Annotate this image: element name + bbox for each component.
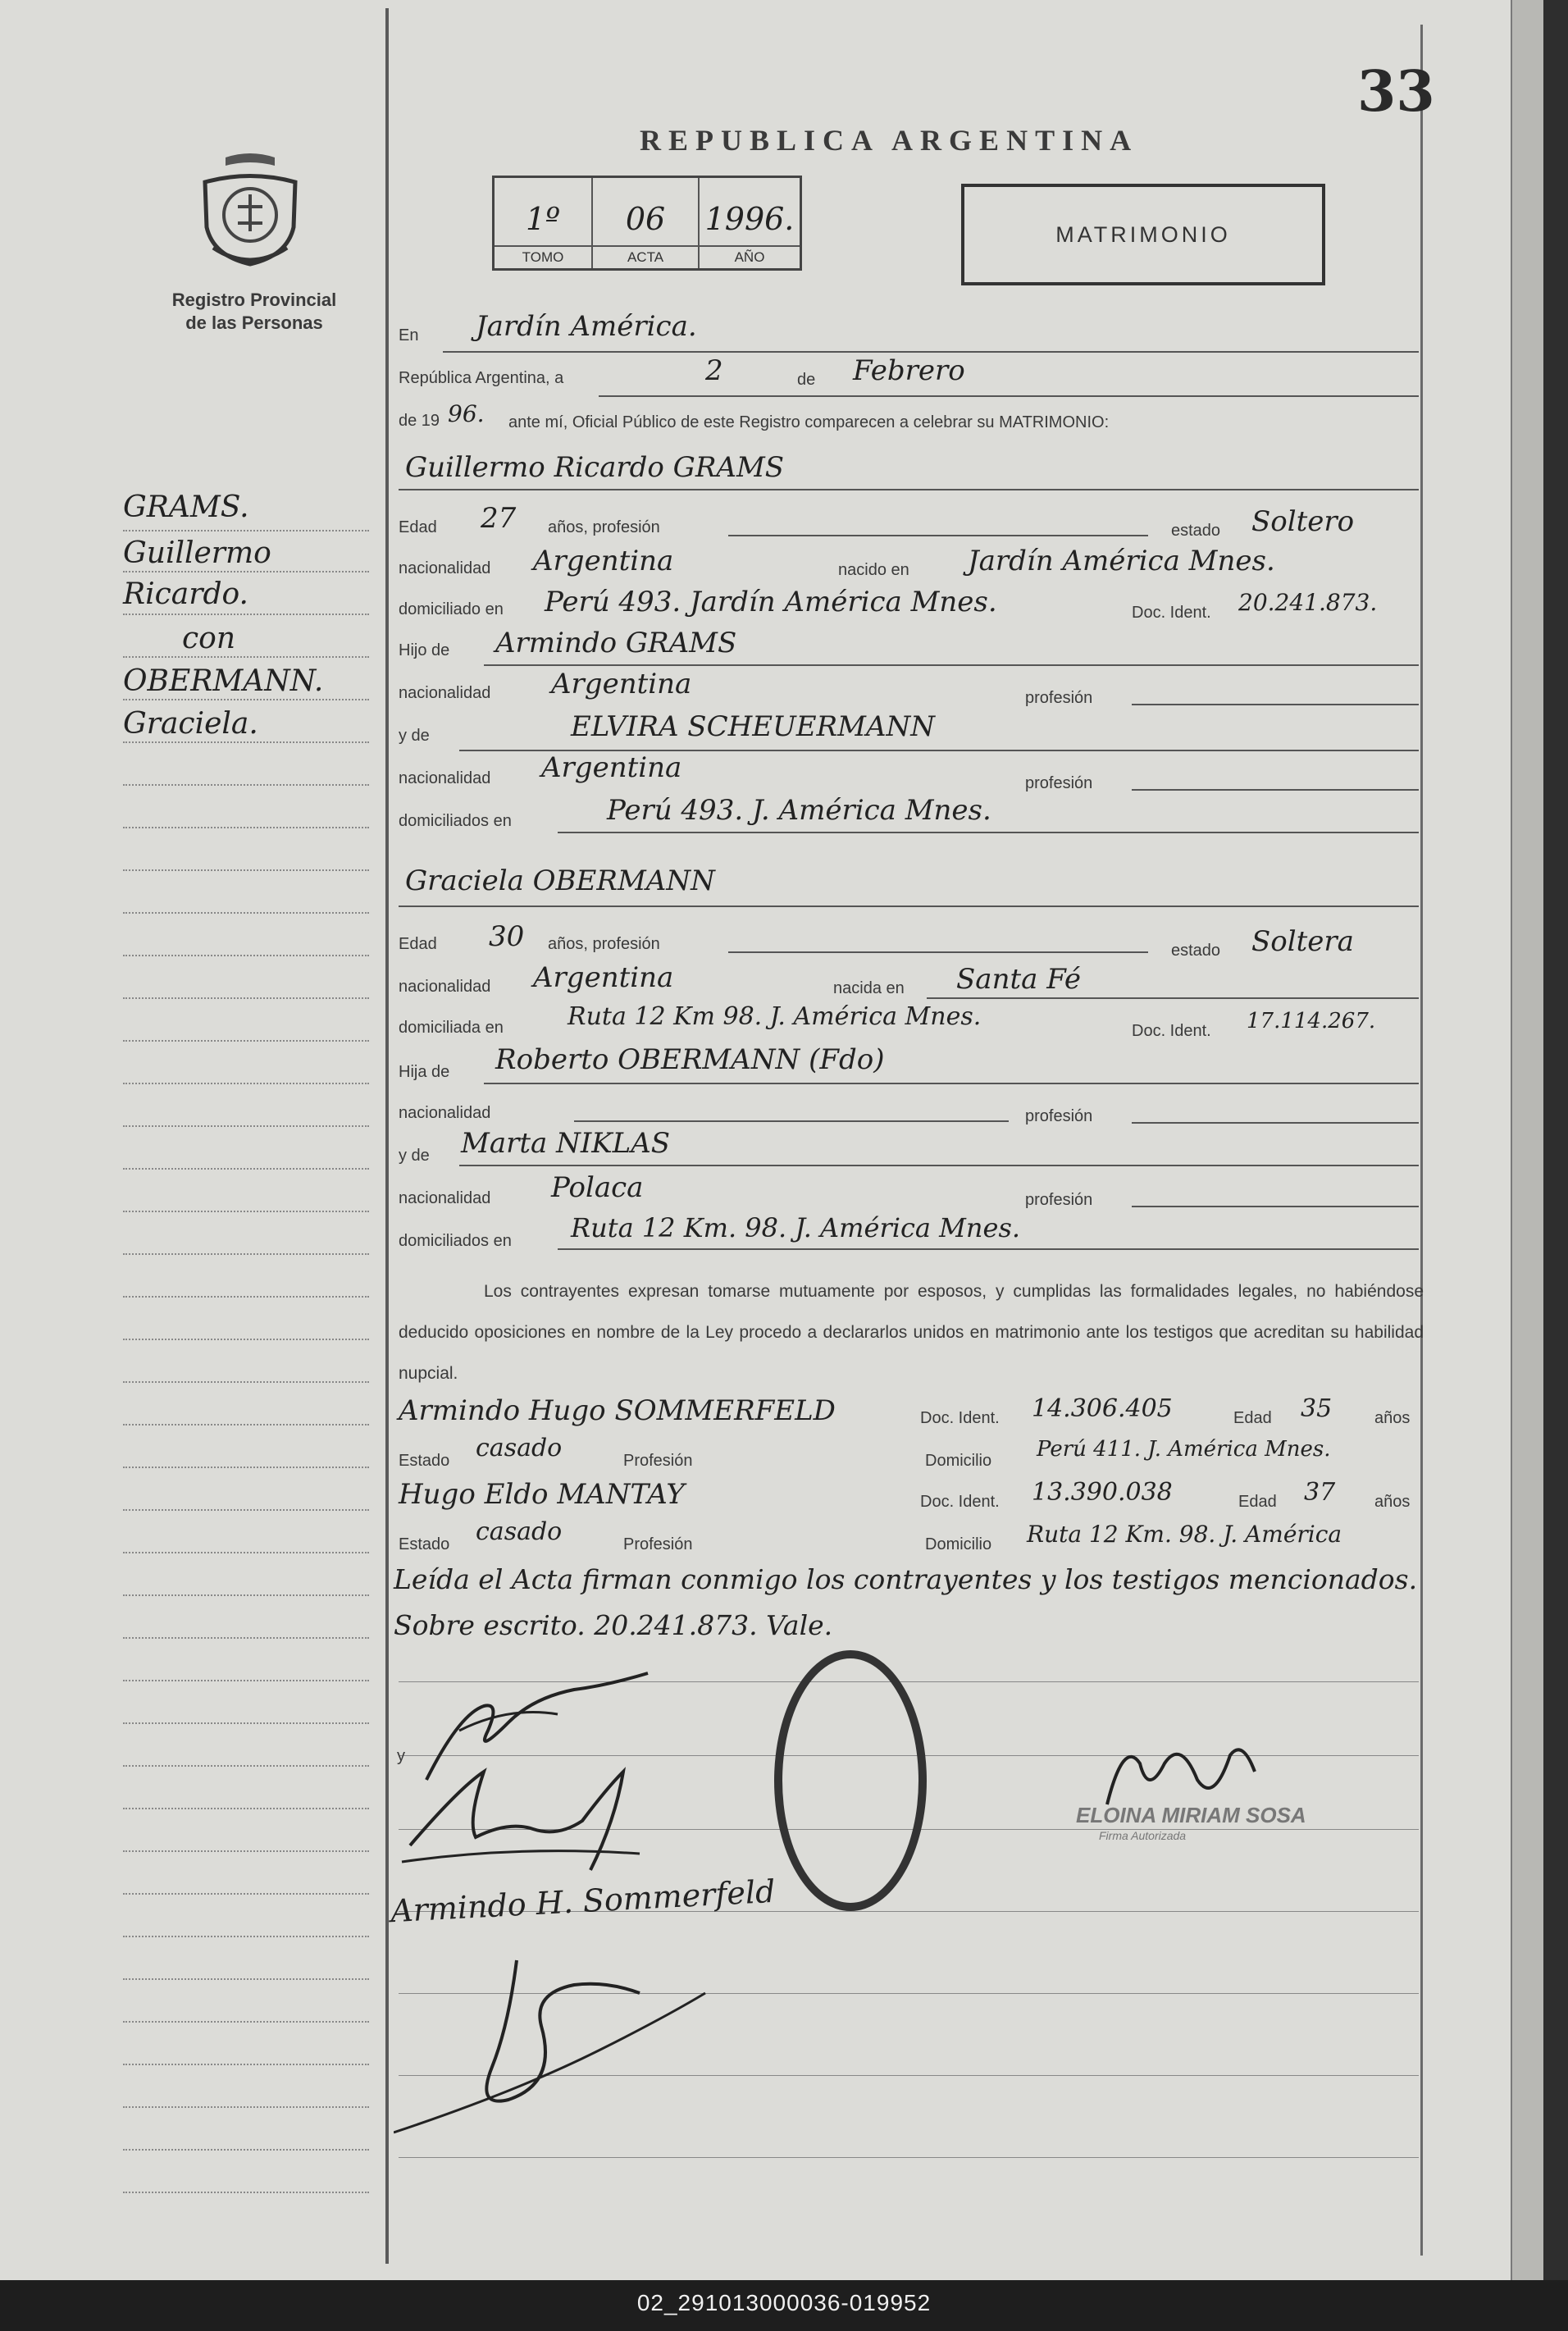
witness2-domicilio-label: Domicilio (925, 1535, 992, 1553)
de-label: de (797, 371, 816, 389)
groom-mother-nac-label: nacionalidad (399, 769, 491, 787)
right-rule (1420, 25, 1423, 2256)
groom-father-line (484, 664, 1419, 666)
margin-line (123, 1424, 369, 1426)
bride-address: Ruta 12 Km 98. J. América Mnes. (567, 1002, 982, 1031)
groom-name: Guillermo Ricardo GRAMS (405, 451, 785, 484)
groom-mother-nac: Argentina (541, 751, 682, 784)
en-label: En (399, 326, 419, 344)
bride-nacida-label: nacida en (833, 979, 905, 997)
ano-cell (700, 178, 800, 268)
margin-line (123, 1083, 369, 1084)
margin-line (123, 1125, 369, 1127)
footer-caption: 02_291013000036-019952 (636, 2290, 932, 2315)
margin-line (123, 912, 369, 914)
margin-line (123, 2192, 369, 2193)
groom-edad-label: Edad (399, 518, 437, 536)
acta-value: 06 (625, 201, 666, 237)
witness2-age: 37 (1304, 1478, 1336, 1507)
margin-line (123, 2106, 369, 2108)
groom-doc-label: Doc. Ident. (1132, 604, 1211, 622)
record-type-box: MATRIMONIO (961, 184, 1325, 285)
bride-father-prof-line (1132, 1122, 1419, 1124)
acta-cell (593, 178, 700, 268)
officer-title: Firma Autorizada (1099, 1829, 1187, 1842)
groom-birthplace: Jardín América Mnes. (968, 545, 1275, 577)
bride-doc: 17.114.267. (1247, 1009, 1376, 1033)
witness1-domicilio: Perú 411. J. América Mnes. (1037, 1437, 1331, 1462)
margin-line (123, 2149, 369, 2151)
margin-line (123, 869, 369, 871)
groom-father-prof-label: profesión (1025, 689, 1093, 707)
bride-nacionalidad-label: nacionalidad (399, 978, 491, 996)
witness2-estado: casado (476, 1517, 563, 1546)
margin-line (123, 1978, 369, 1980)
margin-line (123, 1253, 369, 1255)
bride-estado-label: estado (1171, 942, 1221, 960)
bride-father-line (484, 1083, 1419, 1084)
tomo-label: TOMO (495, 245, 591, 268)
day-value: 2 (705, 354, 723, 387)
groom-nacionalidad: Argentina (533, 545, 674, 577)
margin-line (123, 784, 369, 786)
declaration-paragraph: Los contrayentes expresan tomarse mutuamente por esposos, y cumplidas las formalidades legales, no habiéndose deducido oposiciones en nombre de la Ley procedo a declararlos unidos en matrimonio ante los testigos que acreditan su habilidad nupcial. (399, 1282, 1424, 1383)
statement-label: ante mí, Oficial Público de este Registro comparecen a celebrar su MATRIMONIO: (508, 413, 1110, 431)
month-value: Febrero (853, 354, 965, 387)
margin-line (123, 1680, 369, 1681)
groom-mother: ELVIRA SCHEUERMANN (571, 710, 936, 743)
bride-signature-icon (394, 1755, 656, 1878)
groom-domicilio-label: domiciliado en (399, 600, 504, 618)
groom-profesion-line (728, 535, 1148, 536)
bride-father-nac-label: nacionalidad (399, 1104, 491, 1122)
margin-rule (385, 8, 389, 2264)
bride-profesion-label: años, profesión (548, 935, 660, 953)
groom-father-nac-label: nacionalidad (399, 684, 491, 702)
margin-line (123, 699, 369, 700)
margin-line (123, 1893, 369, 1895)
margin-line (123, 1040, 369, 1042)
acta-label: ACTA (593, 245, 698, 268)
bride-edad-label: Edad (399, 935, 437, 953)
margin-line (123, 1168, 369, 1170)
bride-profesion-line (728, 951, 1148, 953)
year-suffix: 96. (448, 400, 485, 427)
bride-nacionalidad: Argentina (533, 961, 674, 994)
bride-mother-line (459, 1165, 1419, 1166)
signature-y-label: y (397, 1747, 405, 1765)
margin-line (123, 955, 369, 956)
margin-line (123, 614, 369, 615)
margin-note-line-2: Guillermo (123, 536, 271, 570)
witness2-doc-label: Doc. Ident. (920, 1493, 1000, 1511)
groom-address: Perú 493. Jardín América Mnes. (545, 586, 997, 618)
witness1-estado-label: Estado (399, 1452, 450, 1470)
witness2-edad-label: Edad (1238, 1493, 1277, 1511)
groom-mother-prof-line (1132, 789, 1419, 791)
margin-line (123, 1339, 369, 1340)
margin-note-line-4: con (182, 622, 236, 655)
document-title: REPUBLICA ARGENTINA (640, 124, 1139, 157)
bride-age: 30 (489, 920, 525, 953)
groom-age: 27 (481, 502, 517, 535)
margin-note-line-3: Ricardo. (123, 577, 248, 611)
margin-line (123, 656, 369, 658)
groom-yde-label: y de (399, 727, 430, 745)
bride-mother-prof-label: profesión (1025, 1191, 1093, 1209)
bride-yde-label: y de (399, 1147, 430, 1165)
groom-parents-address: Perú 493. J. América Mnes. (607, 794, 991, 827)
ano-label: AÑO (700, 245, 800, 268)
witness-signature: Armindo H. Sommerfeld (390, 1873, 777, 1930)
organization-line-1: Registro Provincial (171, 290, 337, 310)
bride-name: Graciela OBERMANN (405, 864, 715, 897)
witness2-estado-label: Estado (399, 1535, 450, 1553)
bride-birthplace: Santa Fé (956, 963, 1082, 996)
margin-line (123, 571, 369, 572)
witness2-anos-label: años (1374, 1493, 1411, 1511)
groom-nacionalidad-label: nacionalidad (399, 559, 491, 577)
bride-mother-nac: Polaca (551, 1171, 644, 1204)
officer-name: ELOINA MIRIAM SOSA (1076, 1803, 1306, 1827)
margin-line (123, 1509, 369, 1511)
witness2-profesion-label: Profesión (623, 1535, 693, 1553)
witness1-edad-label: Edad (1233, 1409, 1272, 1427)
witness2-domicilio: Ruta 12 Km. 98. J. América (1027, 1521, 1342, 1548)
groom-parents-line (558, 832, 1419, 833)
witness2-signature-icon (394, 1944, 722, 2141)
organization-name (131, 289, 377, 335)
groom-doc: 20.241.873. (1238, 589, 1378, 616)
witness1-domicilio-label: Domicilio (925, 1452, 992, 1470)
bride-parents-address: Ruta 12 Km. 98. J. América Mnes. (571, 1212, 1021, 1243)
witness1-age: 35 (1301, 1394, 1333, 1423)
margin-note-line-1: GRAMS. (123, 490, 249, 524)
place-value: Jardín América. (476, 310, 697, 343)
groom-nacido-label: nacido en (838, 561, 909, 579)
groom-name-line (399, 489, 1419, 490)
margin-line (123, 2021, 369, 2023)
margin-line (123, 530, 369, 531)
groom-estado: Soltero (1251, 505, 1355, 538)
margin-line (123, 1552, 369, 1553)
closing-text: Leída el Acta firman conmigo los contrayentes y los testigos mencionados. Sobre escrito. 20.241.873. Vale. (394, 1563, 1418, 1641)
groom-profesion-label: años, profesión (548, 518, 660, 536)
witness1-profesion-label: Profesión (623, 1452, 693, 1470)
intro-line-1 (443, 351, 1419, 353)
intro-line-2 (599, 395, 1419, 397)
bride-mother-nac-label: nacionalidad (399, 1189, 491, 1207)
bride-parents-dom-label: domiciliados en (399, 1232, 512, 1250)
page-number: 33 (1357, 59, 1435, 125)
year-prefix: de 19 (399, 412, 440, 430)
bride-parents-line (558, 1248, 1419, 1250)
margin-line (123, 741, 369, 743)
margin-line (123, 1722, 369, 1724)
record-number-box (492, 176, 802, 271)
margin-line (123, 1211, 369, 1212)
page-edge (1511, 0, 1543, 2280)
margin-line (123, 997, 369, 999)
republica-label: República Argentina, a (399, 369, 564, 387)
margin-note-line-6: Graciela. (123, 707, 258, 741)
bride-name-line (399, 905, 1419, 907)
margin-line (123, 1765, 369, 1767)
witness1-doc: 14.306.405 (1032, 1394, 1173, 1423)
witness1-estado: casado (476, 1434, 563, 1462)
margin-note-line-5: OBERMANN. (123, 664, 324, 698)
official-stamp-icon (774, 1650, 927, 1911)
bride-doc-label: Doc. Ident. (1132, 1022, 1211, 1040)
groom-hijo-label: Hijo de (399, 641, 450, 659)
witness1-anos-label: años (1374, 1409, 1411, 1427)
bride-mother-prof-line (1132, 1206, 1419, 1207)
margin-line (123, 1808, 369, 1809)
bride-estado: Soltera (1251, 925, 1354, 958)
groom-mother-prof-label: profesión (1025, 774, 1093, 792)
witness2-doc: 13.390.038 (1032, 1478, 1173, 1507)
margin-line (123, 1850, 369, 1852)
margin-line (123, 1594, 369, 1596)
tomo-cell (495, 178, 593, 268)
margin-line (123, 1381, 369, 1383)
witness1-doc-label: Doc. Ident. (920, 1409, 1000, 1427)
groom-estado-label: estado (1171, 522, 1221, 540)
margin-line (123, 1467, 369, 1468)
organization-line-2: de las Personas (185, 312, 323, 333)
margin-line (123, 1936, 369, 1937)
groom-father: Armindo GRAMS (495, 627, 737, 659)
groom-father-prof-line (1132, 704, 1419, 705)
bride-hija-label: Hija de (399, 1063, 450, 1081)
bride-father-nac-line (574, 1120, 1009, 1122)
margin-line (123, 1637, 369, 1639)
bride-father: Roberto OBERMANN (Fdo) (495, 1043, 885, 1076)
ruled-line (399, 2157, 1419, 2158)
tomo-value: 1º (525, 201, 561, 237)
margin-line (123, 827, 369, 828)
bride-domicilio-label: domiciliada en (399, 1019, 504, 1037)
bride-mother: Marta NIKLAS (461, 1127, 671, 1160)
ano-value: 1996. (704, 201, 795, 237)
margin-line (123, 2064, 369, 2065)
provincial-seal-icon (197, 149, 303, 272)
bride-father-prof-label: profesión (1025, 1107, 1093, 1125)
witness1-name: Armindo Hugo SOMMERFELD (399, 1394, 836, 1427)
margin-line (123, 1296, 369, 1298)
bride-birthplace-line (927, 997, 1419, 999)
groom-father-nac: Argentina (551, 668, 692, 700)
witness2-name: Hugo Eldo MANTAY (399, 1478, 685, 1511)
groom-parents-dom-label: domiciliados en (399, 812, 512, 830)
